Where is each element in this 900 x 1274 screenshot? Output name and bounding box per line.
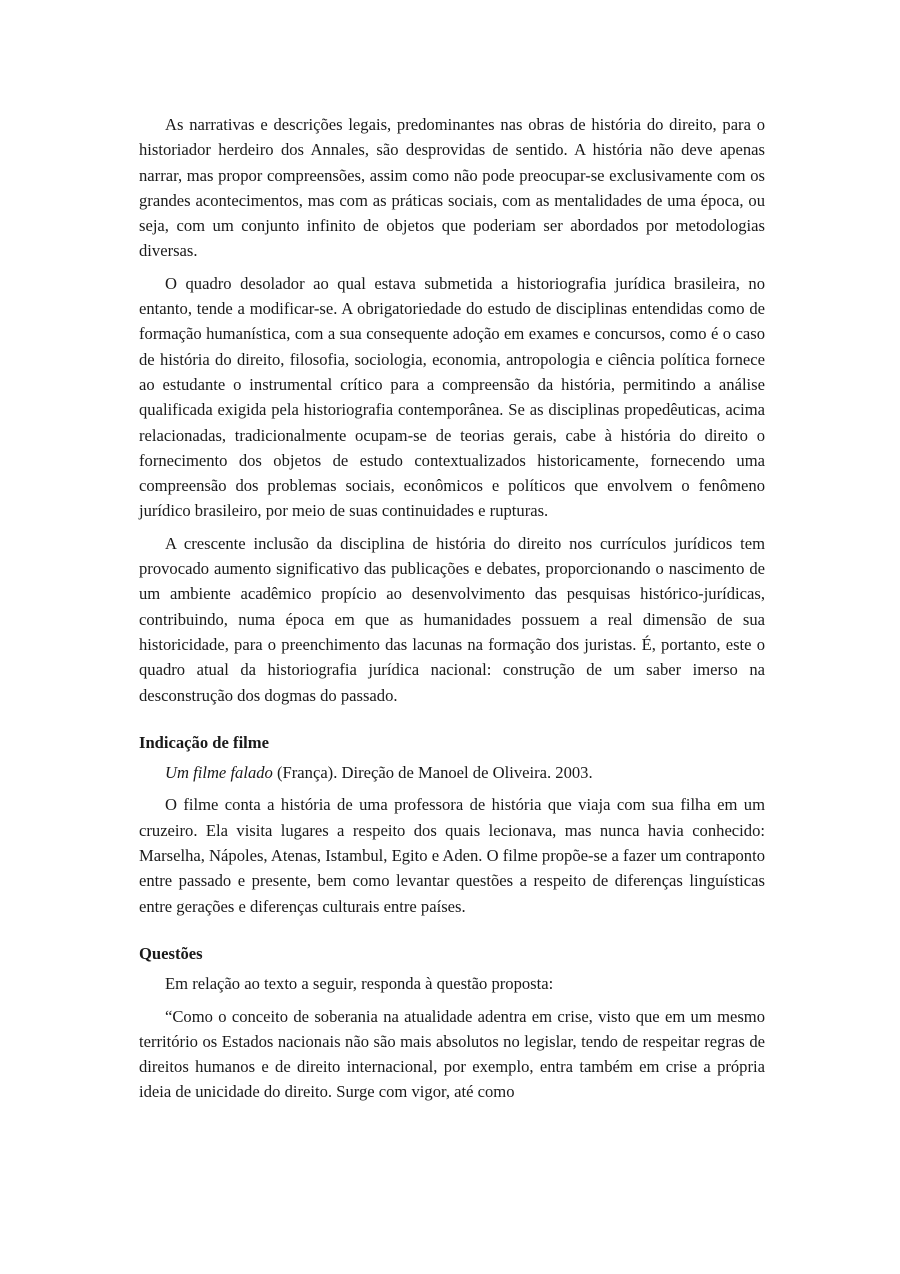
intro-paragraph-2: O quadro desolador ao qual estava submetida a historiografia jurídica brasileira, no entanto, tende a modificar-se. A obrigatoriedade do estudo de disciplinas entendidas como de formação humanística, com a sua consequente adoção em exames e concursos, como é o caso de história do direito, filosofia, sociologia, economia, antropologia e ciência política fornece ao estudante o instrumental crítico para a compreensão da história, permitindo a análise qualificada exigida pela historiografia contemporânea. Se as disciplinas propedêuticas, acima relacionadas, tradicionalmente ocupam-se de teorias gerais, cabe à história do direito o fornecimento dos objetos de estudo contextualizados historicamente, fornecendo uma compreensão dos problemas sociais, econômicos e políticos que envolvem o fenômeno jurídico brasileiro, por meio de suas continuidades e rupturas. xyxy=(139,273,765,521)
questions-instruction: Em relação ao texto a seguir, responda à questão proposta: xyxy=(165,974,554,994)
film-citation xyxy=(139,760,765,785)
document-page xyxy=(139,112,765,1112)
film-description: O filme conta a história de uma professora de história que viaja com sua filha em um cruzeiro. Ela visita lugares a respeito dos quais lecionava, mas nunca havia conhecido: Marselha, Nápoles, Atenas, Istambul, Egito e Aden. O filme propõe-se a fazer um contraponto entre passado e presente, bem como levantar questões a respeito de diferenças linguísticas entre gerações e diferenças culturais entre países. xyxy=(139,795,765,916)
intro-paragraph-3: A crescente inclusão da disciplina de história do direito nos currículos jurídicos tem provocado aumento significativo das publicações e debates, proporcionando o nascimento de um ambiente acadêmico propício ao desenvolvimento das pesquisas histórico-jurídicas, contribuindo, numa época em que as humanidades possuem a real dimensão de sua historicidade, para o preenchimento das lacunas na formação dos juristas. É, portanto, este o quadro atual da historiografia jurídica nacional: construção de um saber imerso na desconstrução dos dogmas do passado. xyxy=(139,533,765,705)
intro-paragraph-1: As narrativas e descrições legais, predominantes nas obras de história do direito, para o historiador herdeiro dos Annales, são desprovidas de sentido. A história não deve apenas narrar, mas propor compreensões, assim como não pode preocupar-se exclusivamente com os grandes acontecimentos, mas com as práticas sociais, com as mentalidades de uma época, ou seja, com um conjunto infinito de objetos que poderiam ser abordados por metodologias diversas. xyxy=(139,115,765,261)
film-section-heading: Indicação de filme xyxy=(139,732,269,752)
film-title: Um filme falado xyxy=(165,763,273,783)
film-citation-rest: (França). Direção de Manoel de Oliveira. 2003. xyxy=(272,763,593,783)
questions-section-heading: Questões xyxy=(139,943,203,963)
questions-quote: “Como o conceito de soberania na atualidade adentra em crise, visto que em um mesmo território os Estados nacionais não são mais absolutos no legislar, tendo de respeitar regras de direitos humanos e de direito internacional, por exemplo, entra também em crise a própria ideia de unicidade do direito. Surge com vigor, até como xyxy=(139,1006,765,1102)
